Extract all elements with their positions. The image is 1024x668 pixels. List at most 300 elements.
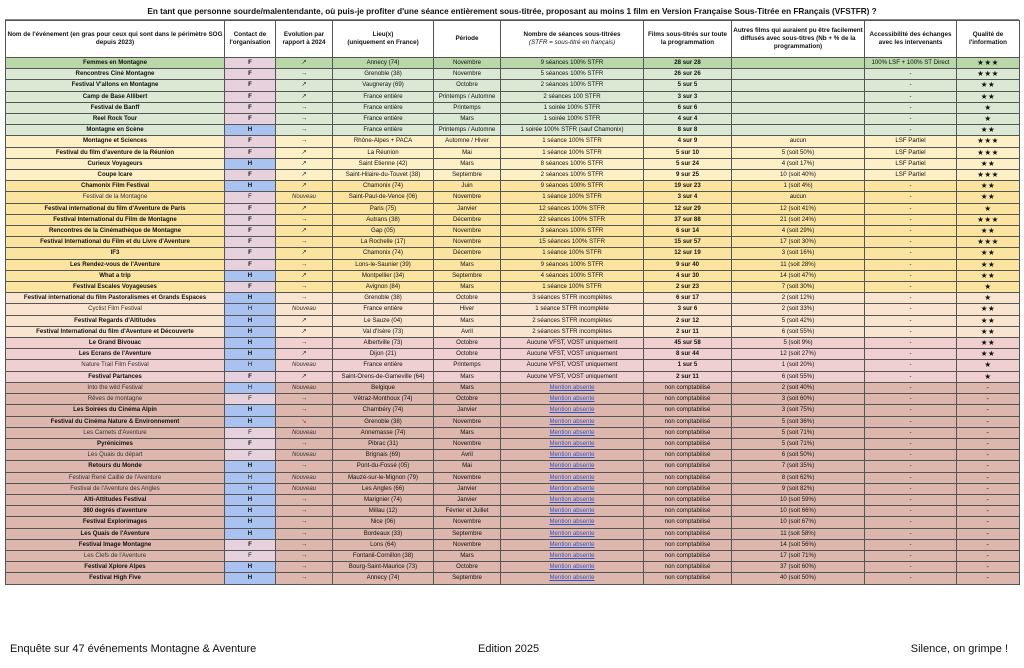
event-name: Cyclist Film Festival [6, 304, 225, 315]
periode-cell: Mai [434, 461, 501, 472]
access-cell: - [865, 517, 957, 528]
table-row [6, 349, 1020, 360]
autres-cell: 10 (soit 67%) [732, 517, 865, 528]
mention-absente-link[interactable]: Mention absente [501, 494, 644, 505]
mention-absente-link[interactable]: Mention absente [501, 394, 644, 405]
films-cell: 8 sur 8 [644, 125, 732, 136]
star-icon: ★ [984, 69, 992, 79]
quality-rating [957, 69, 1020, 80]
autres-cell: 10 (soit 66%) [732, 506, 865, 517]
mention-absente-link[interactable]: Mention absente [501, 416, 644, 427]
access-cell: - [865, 450, 957, 461]
star-icon: ★ [988, 304, 996, 314]
table-row [6, 304, 1020, 315]
table-row [6, 315, 1020, 326]
periode-cell: Décembre [434, 214, 501, 225]
access-cell: - [865, 102, 957, 113]
periode-cell: Mai [434, 147, 501, 158]
lieu-cell: France entière [333, 102, 434, 113]
films-cell: non comptabilisé [644, 405, 732, 416]
autres-cell: 6 (soit 55%) [732, 326, 865, 337]
lieu-cell: Avignon (84) [333, 282, 434, 293]
evolution-cell [276, 125, 333, 136]
autres-cell: 14 (soit 56%) [732, 539, 865, 550]
arrow-right-icon: → [300, 339, 308, 347]
periode-cell: Mars [434, 259, 501, 270]
lieu-cell: Chamonix (74) [333, 181, 434, 192]
periode-cell: Octobre [434, 80, 501, 91]
event-name: Festival Explorimages [6, 517, 225, 528]
star-icon: ★ [980, 125, 988, 135]
autres-cell: 3 (soit 75%) [732, 405, 865, 416]
header-lieu-title: Lieu(x) [372, 31, 394, 38]
star-icon: ★ [988, 80, 996, 90]
autres-cell: 5 (soit 9%) [732, 338, 865, 349]
evolution-cell: Nouveau [276, 192, 333, 203]
access-cell: LSF Partiel [865, 158, 957, 169]
star-icon: ★ [984, 136, 992, 146]
table-row [6, 69, 1020, 80]
table-row [6, 181, 1020, 192]
periode-cell: Octobre [434, 338, 501, 349]
autres-cell: 12 (soit 41%) [732, 203, 865, 214]
films-cell: 5 sur 10 [644, 147, 732, 158]
access-cell: - [865, 293, 957, 304]
seances-cell: 2 séances STFR incomplètes [501, 326, 644, 337]
periode-cell: Mars [434, 158, 501, 169]
arrow-up-right-icon: ↗ [301, 227, 307, 235]
mention-absente-link[interactable]: Mention absente [501, 438, 644, 449]
seances-cell: 12 séances 100% STFR [501, 203, 644, 214]
contact-badge: H [225, 506, 276, 517]
autres-cell: 11 (soit 58%) [732, 528, 865, 539]
star-icon: ★ [988, 192, 996, 202]
films-cell: non comptabilisé [644, 517, 732, 528]
seances-cell: 1 soirée 100% STFR (sauf Chamonix) [501, 125, 644, 136]
lieu-cell: France entière [333, 360, 434, 371]
autres-cell: 5 (soit 50%) [732, 147, 865, 158]
mention-absente-link[interactable]: Mention absente [501, 472, 644, 483]
lieu-cell: France entière [333, 304, 434, 315]
access-cell: - [865, 315, 957, 326]
seances-cell: 1 séance 100% STFR [501, 282, 644, 293]
films-cell: non comptabilisé [644, 438, 732, 449]
quality-rating [957, 181, 1020, 192]
survey-sheet [5, 4, 1019, 585]
periode-cell: Mars [434, 315, 501, 326]
evolution-cell [276, 226, 333, 237]
films-cell: 6 sur 17 [644, 293, 732, 304]
contact-badge: F [225, 259, 276, 270]
periode-cell: Printemps [434, 102, 501, 113]
mention-absente-link[interactable]: Mention absente [501, 562, 644, 573]
arrow-up-right-icon: ↗ [301, 271, 307, 279]
quality-rating [957, 147, 1020, 158]
access-cell: - [865, 91, 957, 102]
table-header-row [6, 21, 1020, 58]
evolution-cell [276, 539, 333, 550]
mention-absente-link[interactable]: Mention absente [501, 382, 644, 393]
contact-badge: H [225, 416, 276, 427]
periode-cell: Janvier [434, 203, 501, 214]
periode-cell: Novembre [434, 192, 501, 203]
seances-cell: 2 séances STFR incomplètes [501, 315, 644, 326]
event-name: Rencontres Ciné Montagne [6, 69, 225, 80]
arrow-up-right-icon: ↗ [301, 316, 307, 324]
access-cell: - [865, 528, 957, 539]
films-cell: 9 sur 25 [644, 170, 732, 181]
seances-cell: Aucune VFST, VOST uniquement [501, 338, 644, 349]
arrow-right-icon: → [300, 439, 308, 447]
event-name: Festival de la Montagne [6, 192, 225, 203]
contact-badge: F [225, 58, 276, 69]
periode-cell: Mars [434, 382, 501, 393]
films-cell: 12 sur 19 [644, 248, 732, 259]
table-row [6, 506, 1020, 517]
star-icon: ★ [988, 248, 996, 258]
table-row [6, 539, 1020, 550]
star-icon: ★ [977, 237, 985, 247]
periode-cell: Octobre [434, 349, 501, 360]
quality-rating [957, 338, 1020, 349]
contact-badge: F [225, 438, 276, 449]
event-name: Festival international du film Pastoralismes et Grands Espaces [6, 293, 225, 304]
quality-rating [957, 349, 1020, 360]
table-row [6, 450, 1020, 461]
quality-rating: - [957, 472, 1020, 483]
table-row [6, 270, 1020, 281]
table-row [6, 158, 1020, 169]
periode-cell: Printemps [434, 360, 501, 371]
lieu-cell: Pont-du-Fossé (05) [333, 461, 434, 472]
table-row [6, 562, 1020, 573]
quality-rating [957, 248, 1020, 259]
autres-cell: 2 (soit 33%) [732, 304, 865, 315]
periode-cell: Juin [434, 181, 501, 192]
quality-rating [957, 114, 1020, 125]
contact-badge: F [225, 102, 276, 113]
star-icon: ★ [977, 214, 985, 224]
arrow-right-icon: → [300, 574, 308, 582]
evolution-cell: Nouveau [276, 382, 333, 393]
films-cell: 3 sur 6 [644, 304, 732, 315]
mention-absente-link[interactable]: Mention absente [501, 528, 644, 539]
star-icon: ★ [984, 102, 992, 112]
arrow-right-icon: → [300, 260, 308, 268]
mention-absente-link[interactable]: Mention absente [501, 461, 644, 472]
seances-cell: 9 séances 100% STFR [501, 259, 644, 270]
periode-cell: Février et Juillet [434, 506, 501, 517]
arrow-right-icon: → [300, 103, 308, 111]
quality-rating [957, 326, 1020, 337]
event-name: Festival V'allons en Montagne [6, 80, 225, 91]
autres-cell: 9 (soit 82%) [732, 483, 865, 494]
quality-rating: - [957, 461, 1020, 472]
access-cell: - [865, 214, 957, 225]
periode-cell: Novembre [434, 69, 501, 80]
table-row [6, 416, 1020, 427]
event-name: Alti-Attitudes Festival [6, 494, 225, 505]
access-cell: - [865, 203, 957, 214]
star-icon: ★ [991, 147, 999, 157]
periode-cell: Mars [434, 550, 501, 561]
lieu-cell: Annemasse (74) [333, 427, 434, 438]
mention-absente-link[interactable]: Mention absente [501, 405, 644, 416]
event-name: Rêves de montagne [6, 394, 225, 405]
films-cell: 6 sur 6 [644, 102, 732, 113]
mention-absente-link[interactable]: Mention absente [501, 573, 644, 584]
table-row [6, 326, 1020, 337]
event-name: Festival Partances [6, 371, 225, 382]
films-cell: non comptabilisé [644, 450, 732, 461]
evolution-cell [276, 315, 333, 326]
quality-rating [957, 259, 1020, 270]
evolution-cell: Nouveau [276, 427, 333, 438]
lieu-cell: Gap (05) [333, 226, 434, 237]
contact-badge: F [225, 203, 276, 214]
films-cell: 37 sur 88 [644, 214, 732, 225]
evolution-cell [276, 282, 333, 293]
films-cell: 15 sur 57 [644, 237, 732, 248]
arrow-right-icon: → [300, 563, 308, 571]
evolution-cell: Nouveau [276, 472, 333, 483]
quality-rating [957, 371, 1020, 382]
star-icon: ★ [984, 170, 992, 180]
table-row [6, 248, 1020, 259]
table-row [6, 427, 1020, 438]
autres-cell: 5 (soit 71%) [732, 427, 865, 438]
mention-absente-link[interactable]: Mention absente [501, 550, 644, 561]
access-cell: - [865, 360, 957, 371]
star-icon: ★ [988, 315, 996, 325]
periode-cell: Janvier [434, 494, 501, 505]
access-cell: - [865, 270, 957, 281]
arrow-right-icon: → [300, 529, 308, 537]
access-cell: - [865, 394, 957, 405]
lieu-cell: Bourg-Saint-Maurice (73) [333, 562, 434, 573]
autres-cell: 6 (soit 55%) [732, 371, 865, 382]
contact-badge: H [225, 528, 276, 539]
periode-cell: Octobre [434, 293, 501, 304]
lieu-cell: Millau (12) [333, 506, 434, 517]
lieu-cell: Chamonix (74) [333, 248, 434, 259]
quality-rating: - [957, 382, 1020, 393]
seances-cell: 8 séances 100% STFR [501, 158, 644, 169]
mention-absente-link[interactable]: Mention absente [501, 450, 644, 461]
evolution-cell [276, 69, 333, 80]
star-icon: ★ [980, 349, 988, 359]
access-cell: - [865, 304, 957, 315]
star-icon: ★ [980, 91, 988, 101]
star-icon: ★ [984, 203, 992, 213]
event-name: Les Clefs de l'Aventure [6, 550, 225, 561]
quality-rating: - [957, 483, 1020, 494]
evolution-cell [276, 248, 333, 259]
contact-badge: H [225, 349, 276, 360]
periode-cell: Mars [434, 427, 501, 438]
access-cell: - [865, 248, 957, 259]
table-row [6, 461, 1020, 472]
evolution-cell [276, 293, 333, 304]
contact-badge: F [225, 147, 276, 158]
access-cell: - [865, 483, 957, 494]
table-body [6, 58, 1020, 585]
event-name: Montagne et Sciences [6, 136, 225, 147]
evolution-cell [276, 136, 333, 147]
access-cell: 100% LSF + 100% ST Direct [865, 58, 957, 69]
event-name: Les Quais de l'Aventure [6, 528, 225, 539]
evolution-cell [276, 438, 333, 449]
quality-rating: - [957, 427, 1020, 438]
event-name: Festival International du Film de Montagne [6, 214, 225, 225]
films-cell: non comptabilisé [644, 494, 732, 505]
table-row [6, 102, 1020, 113]
periode-cell: Septembre [434, 170, 501, 181]
contact-badge: H [225, 405, 276, 416]
footer-survey-label: Enquête sur 47 événements Montagne & Aventure [10, 643, 257, 655]
table-row [6, 91, 1020, 102]
evolution-cell [276, 237, 333, 248]
mention-absente-link[interactable]: Mention absente [501, 483, 644, 494]
star-icon: ★ [984, 214, 992, 224]
star-icon: ★ [984, 371, 992, 381]
evolution-cell [276, 203, 333, 214]
header-lieu-sub: (uniquement en France) [347, 39, 419, 46]
evolution-cell [276, 506, 333, 517]
lieu-cell: Nice (06) [333, 517, 434, 528]
event-name: Festival international du film d'Aventure de Paris [6, 203, 225, 214]
contact-badge: F [225, 237, 276, 248]
periode-cell: Septembre [434, 573, 501, 584]
quality-rating [957, 315, 1020, 326]
autres-cell: aucun [732, 136, 865, 147]
lieu-cell: France entière [333, 91, 434, 102]
autres-cell: 1 (soit 20%) [732, 360, 865, 371]
quality-rating [957, 125, 1020, 136]
seances-cell: 9 séances 100% STFR [501, 181, 644, 192]
table-row [6, 405, 1020, 416]
contact-badge: F [225, 248, 276, 259]
access-cell: LSF Partiel [865, 136, 957, 147]
quality-rating: - [957, 573, 1020, 584]
arrow-right-icon: → [300, 540, 308, 548]
star-icon: ★ [988, 349, 996, 359]
table-row [6, 394, 1020, 405]
header-autres: Autres films qui auraient pu être facilement diffusés avec sous-titres (Nb + % de la programmation) [732, 21, 865, 58]
star-icon: ★ [977, 69, 985, 79]
evolution-cell [276, 114, 333, 125]
mention-absente-link[interactable]: Mention absente [501, 539, 644, 550]
header-access: Accessibilité des échanges avec les intervenants [865, 21, 957, 58]
evolution-cell [276, 170, 333, 181]
films-cell: non comptabilisé [644, 461, 732, 472]
contact-badge: H [225, 382, 276, 393]
contact-badge: F [225, 371, 276, 382]
arrow-right-icon: → [300, 551, 308, 559]
arrow-right-icon: → [300, 238, 308, 246]
periode-cell: Hiver [434, 304, 501, 315]
mention-absente-link[interactable]: Mention absente [501, 427, 644, 438]
table-row [6, 226, 1020, 237]
evolution-cell [276, 550, 333, 561]
seances-cell: Aucune VFST, VOST uniquement [501, 371, 644, 382]
table-row [6, 58, 1020, 69]
contact-badge: H [225, 483, 276, 494]
star-icon: ★ [988, 158, 996, 168]
sheet-title: En tant que personne sourde/malentendante, où puis-je profiter d'une séance entièrement sous-titrée, proposant au moins 1 film en Version Française Sous-Titrée en FRançais (VFSTFR) ? [5, 4, 1019, 20]
mention-absente-link[interactable]: Mention absente [501, 506, 644, 517]
contact-badge: F [225, 170, 276, 181]
contact-badge: F [225, 69, 276, 80]
star-icon: ★ [984, 58, 992, 67]
evolution-cell [276, 494, 333, 505]
periode-cell: Septembre [434, 270, 501, 281]
autres-cell: 21 (soit 24%) [732, 214, 865, 225]
contact-badge: H [225, 562, 276, 573]
autres-cell: 14 (soit 47%) [732, 270, 865, 281]
autres-cell: 4 (soit 17%) [732, 158, 865, 169]
quality-rating [957, 293, 1020, 304]
arrow-right-icon: → [300, 283, 308, 291]
quality-rating [957, 270, 1020, 281]
autres-cell [732, 58, 865, 69]
periode-cell: Printemps / Automne [434, 91, 501, 102]
star-icon: ★ [991, 214, 999, 224]
access-cell: - [865, 562, 957, 573]
arrow-up-right-icon: ↗ [301, 204, 307, 212]
periode-cell: Mars [434, 371, 501, 382]
lieu-cell: Autrans (38) [333, 214, 434, 225]
lieu-cell: Grenoble (38) [333, 293, 434, 304]
films-cell: 4 sur 30 [644, 270, 732, 281]
evolution-cell [276, 416, 333, 427]
seances-cell: 3 séances 100% STFR [501, 226, 644, 237]
table-row [6, 382, 1020, 393]
access-cell: - [865, 114, 957, 125]
evolution-cell [276, 102, 333, 113]
mention-absente-link[interactable]: Mention absente [501, 517, 644, 528]
films-cell: 4 sur 9 [644, 136, 732, 147]
periode-cell: Novembre [434, 237, 501, 248]
event-name: Les Rendez-vous de l'Aventure [6, 259, 225, 270]
contact-badge: H [225, 573, 276, 584]
contact-badge: F [225, 91, 276, 102]
quality-rating: - [957, 539, 1020, 550]
access-cell: - [865, 550, 957, 561]
access-cell: - [865, 326, 957, 337]
evolution-cell [276, 326, 333, 337]
films-cell: 3 sur 4 [644, 192, 732, 203]
quality-rating [957, 102, 1020, 113]
lieu-cell: La Rochelle (17) [333, 237, 434, 248]
table-row [6, 360, 1020, 371]
autres-cell [732, 91, 865, 102]
lieu-cell: Grenoble (38) [333, 416, 434, 427]
films-cell: non comptabilisé [644, 483, 732, 494]
periode-cell: Novembre [434, 58, 501, 69]
event-name: Camp de Base Allibert [6, 91, 225, 102]
arrow-up-right-icon: ↗ [301, 249, 307, 257]
star-icon: ★ [991, 69, 999, 79]
quality-rating: - [957, 416, 1020, 427]
table-row [6, 136, 1020, 147]
seances-cell: Aucune VFST, VOST uniquement [501, 349, 644, 360]
autres-cell [732, 125, 865, 136]
autres-cell [732, 114, 865, 125]
table-row [6, 293, 1020, 304]
films-cell: 4 sur 4 [644, 114, 732, 125]
star-icon: ★ [980, 270, 988, 280]
